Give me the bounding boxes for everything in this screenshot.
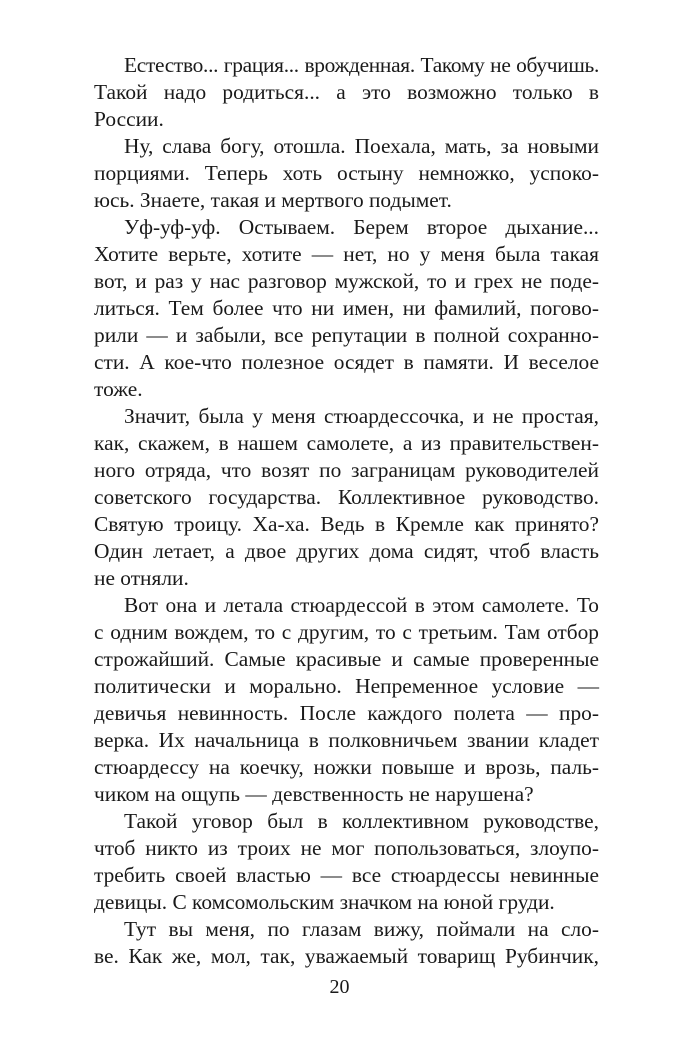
paragraph [94, 133, 599, 214]
text-line: порциями. Теперь хоть остыну немножко, успоко- [94, 161, 599, 185]
text-line: Такой уговор был в коллективном руководстве, [124, 809, 599, 833]
text-line: девицы. С комсомольским значком на юной груди. [94, 890, 555, 914]
text-line: России. [94, 107, 164, 131]
text-line: Ну, слава богу, отошла. Поехала, мать, за новыми [124, 134, 599, 158]
text-line: верка. Их начальница в полковничьем звании кладет [94, 728, 599, 752]
text-line: как, скажем, в нашем самолете, а из правительствен- [94, 431, 599, 455]
text-line: юсь. Знаете, такая и мертвого подымет. [94, 188, 452, 212]
text-line: требить своей властью — все стюардессы невинные [94, 863, 599, 887]
text-line: политически и морально. Непременное условие — [94, 674, 599, 698]
text-line: тоже. [94, 377, 143, 401]
text-line: Святую троицу. Ха-ха. Ведь в Кремле как принято? [94, 512, 599, 536]
text-line: литься. Тем более что ни имен, ни фамилий, погово- [94, 296, 599, 320]
text-line: Значит, была у меня стюардессочка, и не простая, [124, 404, 599, 428]
paragraph [94, 916, 599, 970]
text-line: строжайший. Самые красивые и самые проверенные [94, 647, 599, 671]
paragraph [94, 592, 599, 808]
text-line: с одним вождем, то с другим, то с третьим. Там отбор [94, 620, 599, 644]
text-line: чтоб никто из троих не мог попользоваться, злоупо- [94, 836, 599, 860]
text-line: чиком на ощупь — девственность не нарушена? [94, 782, 534, 806]
text-line: Хотите верьте, хотите — нет, но у меня была такая [94, 242, 599, 266]
text-line: Естество... грация... врожденная. Такому не обучишь. [124, 53, 599, 77]
text-line: Уф-уф-уф. Остываем. Берем второе дыхание... [124, 215, 599, 239]
text-line: Вот она и летала стюардессой в этом самолете. То [124, 593, 599, 617]
text-line: советского государства. Коллективное руководство. [94, 485, 599, 509]
text-line: рили — и забыли, все репутации в полной сохранно- [94, 323, 599, 347]
text-line: ве. Как же, мол, так, уважаемый товарищ Рубинчик, [94, 944, 599, 968]
page-number: 20 [329, 976, 350, 998]
paragraph [94, 808, 599, 916]
text-line: Один летает, а двое других дома сидят, чтоб власть [94, 539, 599, 563]
text-line: Тут вы меня, по глазам вижу, поймали на сло- [124, 917, 599, 941]
paragraph [94, 52, 599, 133]
text-line: девичья невинность. После каждого полета — про- [94, 701, 599, 725]
body-text [94, 52, 599, 970]
text-line: сти. А кое-что полезное осядет в памяти. И веселое [94, 350, 599, 374]
paragraph [94, 403, 599, 592]
paragraph [94, 214, 599, 403]
text-line: ного отряда, что возят по заграницам руководителей [94, 458, 599, 482]
text-line: не отняли. [94, 566, 189, 590]
text-line: вот, и раз у нас разговор мужской, то и грех не поде- [94, 269, 599, 293]
text-line: стюардессу на коечку, ножки повыше и врозь, паль- [94, 755, 599, 779]
text-line: Такой надо родиться... а это возможно только в [94, 80, 599, 104]
